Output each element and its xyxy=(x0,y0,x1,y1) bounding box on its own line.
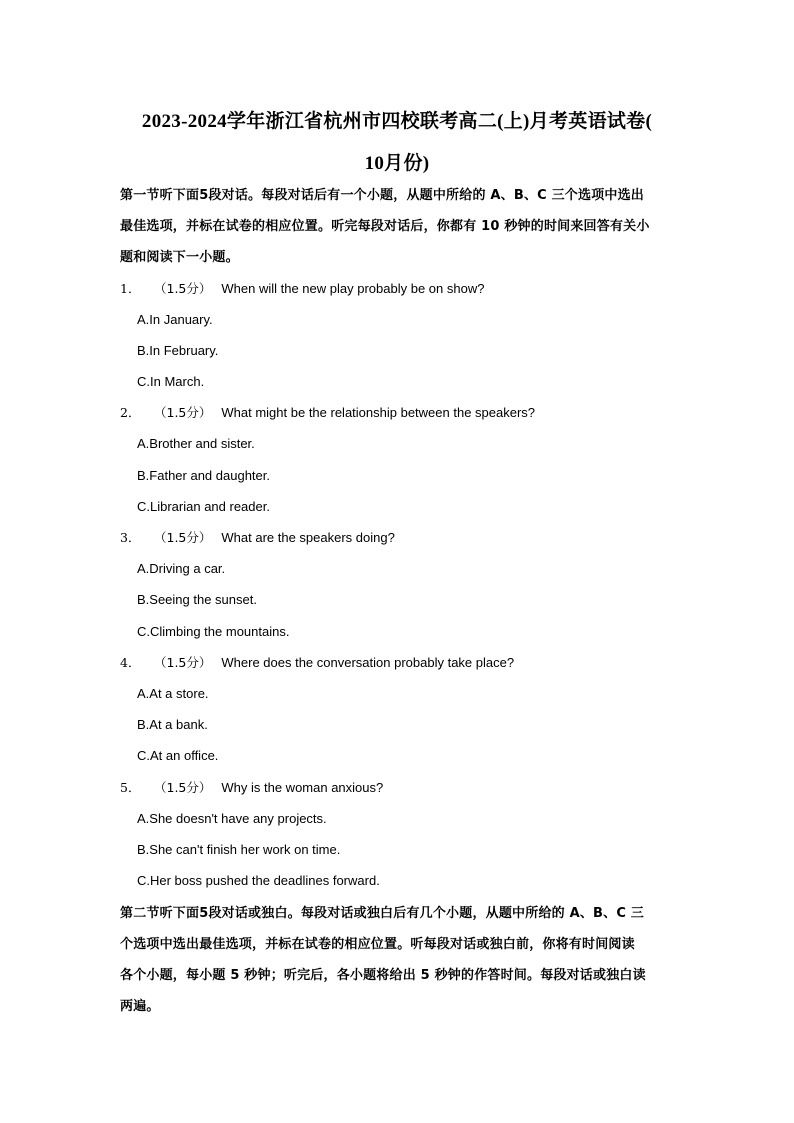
question-1-option-a: A.In January. xyxy=(137,312,213,327)
question-2-option-b: B.Father and daughter. xyxy=(137,468,270,483)
question-number: 5． xyxy=(120,780,141,795)
question-number: 2． xyxy=(120,405,141,420)
question-4-option-c: C.At an office. xyxy=(137,748,219,763)
question-text: When will the new play probably be on show? xyxy=(221,281,485,296)
question-score: （1.5分） xyxy=(154,281,212,296)
question-number: 1． xyxy=(120,281,141,296)
question-3-option-a: A.Driving a car. xyxy=(137,561,226,576)
section-2-line: 第二节听下面5段对话或独白。每段对话或独白后有几个小题，从题中所给的 A、B、C 三 xyxy=(120,906,645,921)
exam-title-line-2: 10月份) xyxy=(364,153,430,174)
question-2-option-c: C.Librarian and reader. xyxy=(137,499,270,514)
question-4-option-b: B.At a bank. xyxy=(137,717,208,732)
question-score: （1.5分） xyxy=(154,530,212,545)
question-1-option-b: B.In February. xyxy=(137,343,219,358)
question-4 xyxy=(120,653,514,673)
section-1-line: 第一节听下面5段对话。每段对话后有一个小题，从题中所给的 A、B、C 三个选项中选出 xyxy=(120,188,645,203)
question-3 xyxy=(120,528,395,548)
question-5-option-c: C.Her boss pushed the deadlines forward. xyxy=(137,873,380,888)
question-text: What are the speakers doing? xyxy=(221,530,395,545)
question-5 xyxy=(120,778,383,798)
question-text: Where does the conversation probably take place? xyxy=(221,655,515,670)
question-5-option-a: A.She doesn't have any projects. xyxy=(137,811,327,826)
section-1-line: 题和阅读下一小题。 xyxy=(120,250,239,265)
question-4-option-a: A.At a store. xyxy=(137,686,209,701)
question-text: What might be the relationship between the speakers? xyxy=(221,405,536,420)
exam-title-line-1: 2023-2024学年浙江省杭州市四校联考高二(上)月考英语试卷( xyxy=(141,111,653,132)
question-2 xyxy=(120,403,535,423)
question-score: （1.5分） xyxy=(154,405,212,420)
section-1-instructions xyxy=(120,180,680,273)
question-number: 3． xyxy=(120,530,141,545)
question-number: 4． xyxy=(120,655,141,670)
question-2-option-a: A.Brother and sister. xyxy=(137,436,255,451)
section-1-line: 最佳选项，并标在试卷的相应位置。听完每段对话后，你都有 10 秒钟的时间来回答有关小 xyxy=(120,219,650,234)
section-2-line: 个选项中选出最佳选项，并标在试卷的相应位置。听每段对话或独白前，你将有时间阅读 xyxy=(120,937,635,952)
section-2-line: 两遍。 xyxy=(120,999,160,1014)
question-1 xyxy=(120,279,484,299)
section-2-line: 各个小题，每小题 5 秒钟；听完后，各小题将给出 5 秒钟的作答时间。每段对话或独白读 xyxy=(120,968,646,983)
question-3-option-b: B.Seeing the sunset. xyxy=(137,592,257,607)
section-2-instructions xyxy=(120,898,680,1022)
question-3-option-c: C.Climbing the mountains. xyxy=(137,624,290,639)
question-score: （1.5分） xyxy=(154,655,212,670)
question-1-option-c: C.In March. xyxy=(137,374,205,389)
question-score: （1.5分） xyxy=(154,780,212,795)
question-text: Why is the woman anxious? xyxy=(221,780,384,795)
question-5-option-b: B.She can't finish her work on time. xyxy=(137,842,341,857)
